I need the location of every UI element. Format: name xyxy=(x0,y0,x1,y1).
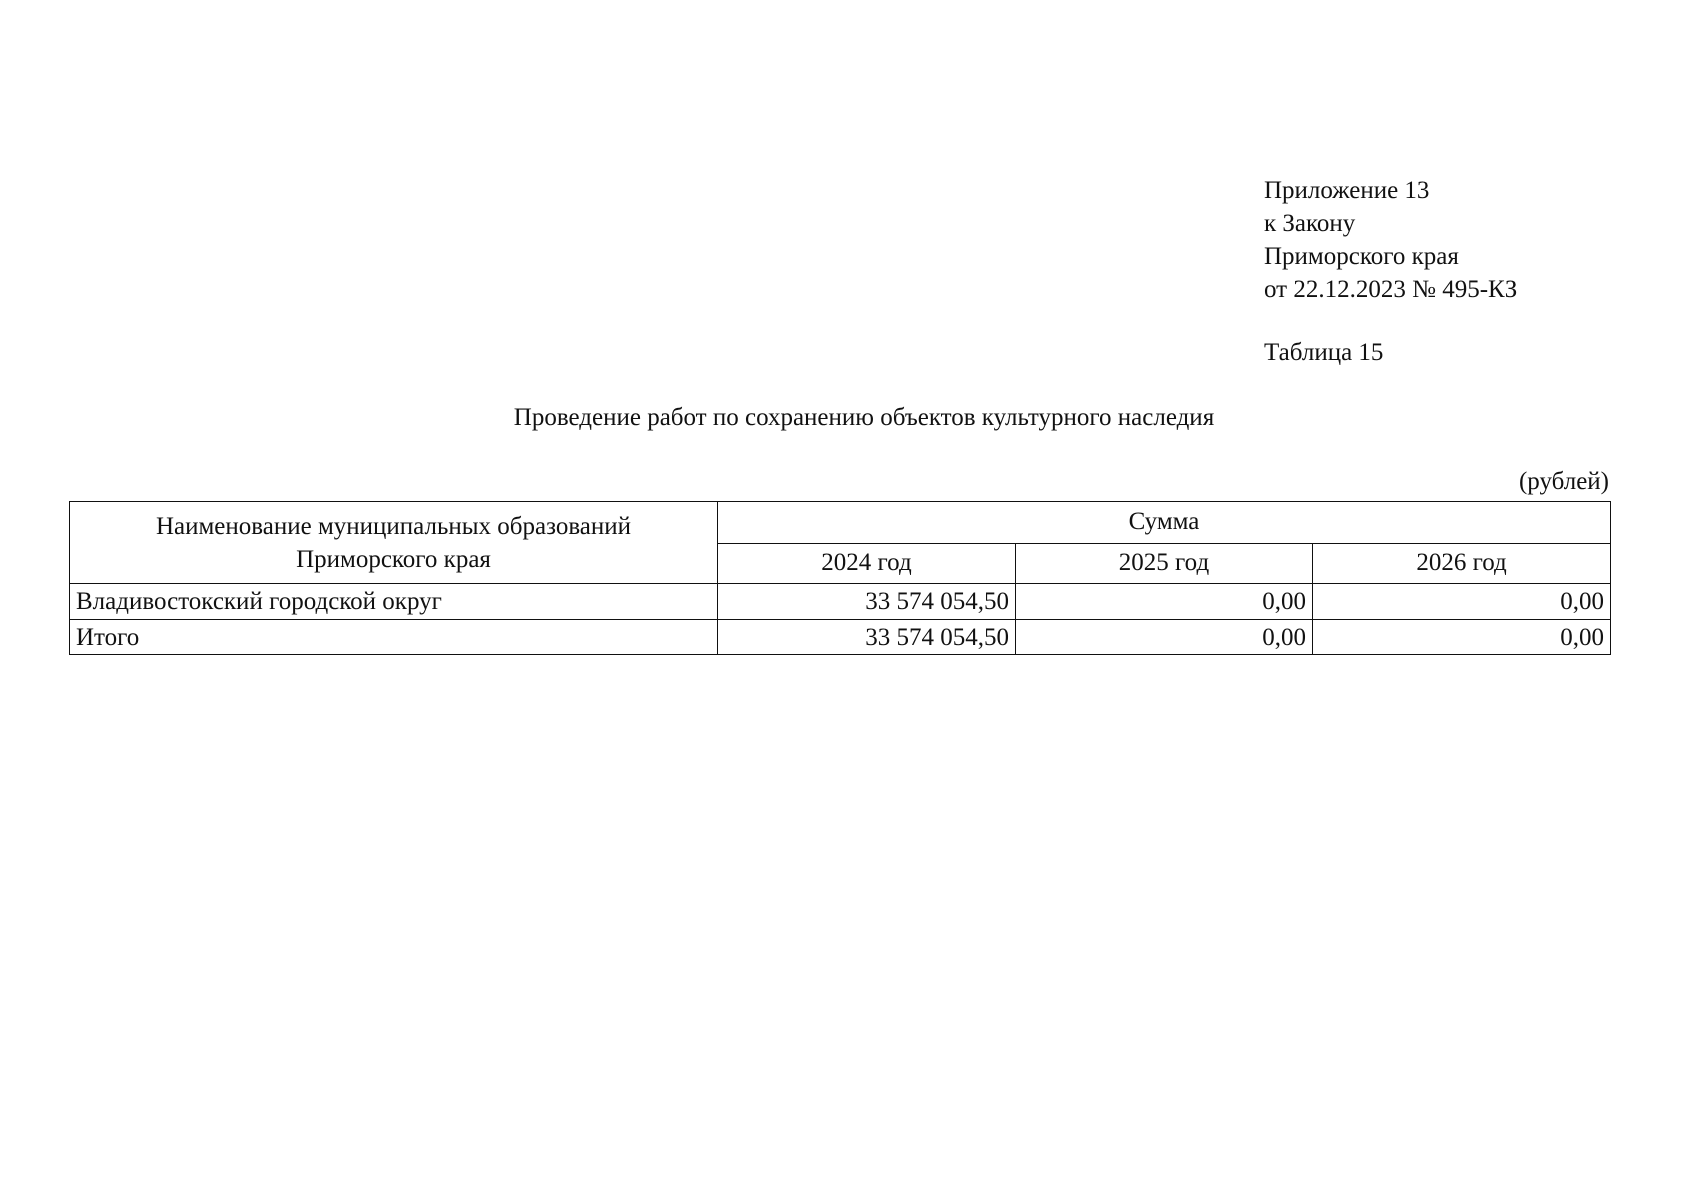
annex-line-1: Приложение 13 xyxy=(1264,177,1430,204)
total-value-2024: 33 574 054,50 xyxy=(718,620,1016,655)
budget-table xyxy=(69,501,1611,655)
header-year-2025: 2025 год xyxy=(1016,543,1313,584)
total-value-2025: 0,00 xyxy=(1016,620,1313,655)
annex-line-3: Приморского края xyxy=(1264,243,1459,270)
header-name-cell xyxy=(70,502,718,584)
annex-block xyxy=(1264,174,1517,306)
header-year-2024: 2024 год xyxy=(718,543,1016,584)
row-value-2024: 33 574 054,50 xyxy=(718,584,1016,620)
annex-line-2: к Закону xyxy=(1264,210,1356,237)
table-row xyxy=(70,584,1611,620)
header-row-1 xyxy=(70,502,1611,544)
header-name-line-2: Приморского края xyxy=(296,545,491,573)
table-number: Таблица 15 xyxy=(1264,339,1384,366)
row-value-2026: 0,00 xyxy=(1313,584,1611,620)
unit-note: (рублей) xyxy=(1518,468,1609,495)
total-value-2026: 0,00 xyxy=(1313,620,1611,655)
total-name-cell: Итого xyxy=(70,620,718,655)
row-name-cell: Владивостокский городской округ xyxy=(70,584,718,620)
document-title: Проведение работ по сохранению объектов культурного наследия xyxy=(513,404,1215,431)
row-value-2025: 0,00 xyxy=(1016,584,1313,620)
header-name-line-1: Наименование муниципальных образований xyxy=(155,512,632,540)
header-sum-cell: Сумма xyxy=(718,502,1611,544)
total-row xyxy=(70,620,1611,655)
header-year-2026: 2026 год xyxy=(1313,543,1611,584)
annex-line-4: от 22.12.2023 № 495-КЗ xyxy=(1264,276,1518,303)
